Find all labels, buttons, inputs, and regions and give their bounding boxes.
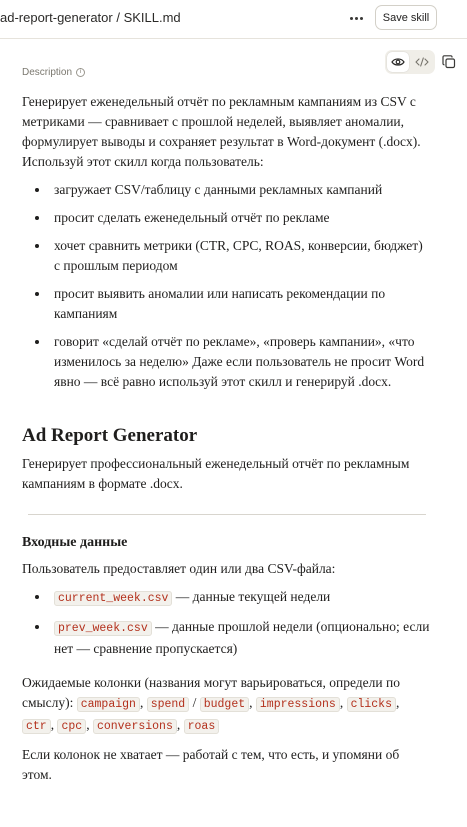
column-code: conversions (93, 719, 177, 734)
column-code: roas (184, 719, 220, 734)
save-skill-button[interactable]: Save skill (375, 5, 437, 30)
list-item: current_week.csv — данные текущей недели (22, 587, 432, 609)
view-toggle (385, 50, 435, 74)
section-divider (28, 514, 426, 515)
column-code: campaign (77, 697, 140, 712)
doc-title: Ad Report Generator (22, 425, 198, 446)
trigger-list (22, 180, 432, 392)
more-options-icon[interactable] (344, 8, 368, 28)
list-item: хочет сравнить метрики (CTR, CPC, ROAS, конверсии, бюджет) с прошлым периодом (22, 236, 432, 276)
skill-content (22, 92, 432, 785)
description-use-line: Используй этот скилл когда пользователь: (22, 154, 264, 169)
column-code: spend (147, 697, 190, 712)
file-code: prev_week.csv (54, 621, 152, 636)
file-code: current_week.csv (54, 591, 172, 606)
doc-summary: Генерирует профессиональный еженедельный отчёт по рекламным кампаниям в формате .docx. (22, 456, 410, 491)
columns-paragraph: Ожидаемые колонки (названия могут варьироваться, определи по смыслу): campaign , spend / budget , impressions , clicks , ctr , cpc , conversions , roas (22, 675, 400, 733)
code-view-icon[interactable] (411, 52, 433, 72)
column-code: cpc (57, 719, 86, 734)
header-divider (0, 38, 467, 39)
column-code: budget (200, 697, 249, 712)
preview-eye-icon[interactable] (387, 52, 409, 72)
list-item: просит выявить аномалии или написать рекомендации по кампаниям (22, 284, 432, 324)
top-bar (0, 0, 467, 37)
inputs-intro: Пользователь предоставляет один или два CSV-файла: (22, 561, 336, 576)
column-code: impressions (256, 697, 340, 712)
inputs-heading: Входные данные (22, 535, 128, 550)
missing-columns-note: Если колонок не хватает — работай с тем, что есть, и упомяни об этом. (22, 747, 400, 782)
info-icon[interactable]: i (76, 68, 85, 77)
file-list (22, 587, 432, 659)
column-code: clicks (347, 697, 396, 712)
list-item: просит сделать еженедельный отчёт по рекламе (22, 208, 432, 228)
list-item: загружает CSV/таблицу с данными рекламных кампаний (22, 180, 432, 200)
description-intro: Генерирует еженедельный отчёт по рекламным кампаниям из CSV с метриками — сравнивает с прошлой неделей, выявляет аномалии, формулирует выводы и сохраняет результат в Word-документ (.docx). (22, 94, 421, 149)
copy-icon[interactable] (442, 55, 456, 69)
list-item: говорит «сделай отчёт по рекламе», «проверь кампании», «что изменилось за неделю» Даже если пользователь не просит Word явно — всё равно используй этот скилл и генерируй .docx. (22, 332, 432, 392)
file-path: ad-report-generator / SKILL.md (0, 10, 181, 25)
description-label: Description i (22, 67, 85, 78)
column-code: ctr (22, 719, 51, 734)
list-item: prev_week.csv — данные прошлой недели (опционально; если нет — сравнение пропускается) (22, 617, 432, 659)
